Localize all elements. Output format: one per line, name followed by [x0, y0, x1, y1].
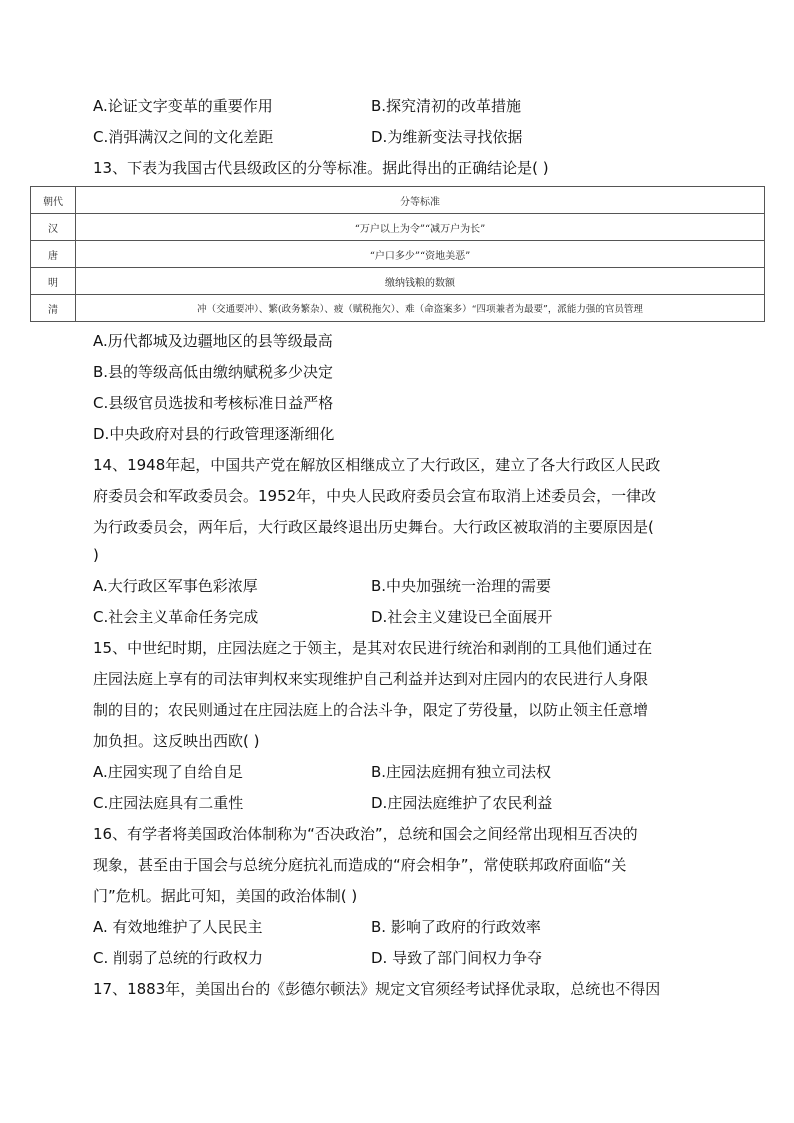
- q15-stem-line: 庄园法庭上享有的司法审判权来实现维护自己利益并达到对庄园内的农民进行人身限: [93, 670, 649, 688]
- q13-stem: 13、下表为我国古代县级政区的分等标准。据此得出的正确结论是( ): [93, 159, 549, 177]
- q14-stem-line: 14、1948年起，中国共产党在解放区相继成立了大行政区，建立了各大行政区人民政: [93, 456, 661, 474]
- table-cell-standard: “户口多少”“资地美恶”: [76, 241, 765, 268]
- q13-grade-table: [30, 186, 765, 322]
- table-row: [31, 241, 765, 268]
- q15-stem-line: 15、中世纪时期，庄园法庭之于领主，是其对农民进行统治和剥削的工具他们通过在: [93, 639, 653, 657]
- table-cell-standard: 缴纳钱粮的数额: [76, 268, 765, 295]
- table-row: [31, 214, 765, 241]
- q13-option-b: B.县的等级高低由缴纳赋税多少决定: [93, 363, 334, 381]
- q17-stem-line: 17、1883年，美国出台的《彭德尔顿法》规定文官须经考试择优录取，总统也不得因: [93, 980, 661, 998]
- q13-option-a: A.历代都城及边疆地区的县等级最高: [93, 332, 333, 350]
- q12-option-b: B.探究清初的改革措施: [371, 97, 522, 115]
- q12-option-c: C.消弭满汉之间的文化差距: [93, 128, 274, 146]
- q15-option-b: B.庄园法庭拥有独立司法权: [371, 763, 552, 781]
- q14-option-d: D.社会主义建设已全面展开: [371, 608, 553, 626]
- q13-option-c: C.县级官员选拔和考核标准日益严格: [93, 394, 334, 412]
- q14-option-b: B.中央加强统一治理的需要: [371, 577, 552, 595]
- table-header-row: [31, 187, 765, 214]
- table-cell-standard: 冲（交通要冲）、繁(政务繁杂）、疲（赋税拖欠）、难（命盗案多）“四项兼者为最要”，派能力强的官员管理: [76, 295, 765, 322]
- q15-option-c: C.庄园法庭具有二重性: [93, 794, 244, 812]
- q16-stem-line: 16、有学者将美国政治体制称为“否决政治”，总统和国会之间经常出现相互否决的: [93, 825, 638, 843]
- q16-stem-line: 门”危机。据此可知，美国的政治体制( ): [93, 887, 358, 905]
- table-row: [31, 268, 765, 295]
- q12-option-a: A.论证文字变革的重要作用: [93, 97, 273, 115]
- q14-option-a: A.大行政区军事色彩浓厚: [93, 577, 258, 595]
- table-cell-dynasty: 明: [31, 268, 76, 295]
- q14-option-c: C.社会主义革命任务完成: [93, 608, 259, 626]
- q14-stem-line: 府委员会和军政委员会。1952年，中央人民政府委员会宣布取消上述委员会，一律改: [93, 487, 657, 505]
- q12-option-d: D.为维新变法寻找依据: [371, 128, 523, 146]
- table-header-dynasty: 朝代: [31, 187, 76, 214]
- q16-option-d: D. 导致了部门间权力争夺: [371, 949, 543, 967]
- table-cell-dynasty: 清: [31, 295, 76, 322]
- table-row: [31, 295, 765, 322]
- table-header-standard: 分等标准: [76, 187, 765, 214]
- q15-stem-line: 加负担。这反映出西欧( ): [93, 732, 260, 750]
- q15-stem-line: 制的目的；农民则通过在庄园法庭上的合法斗争，限定了劳役量，以防止领主任意增: [93, 701, 649, 719]
- table-cell-dynasty: 唐: [31, 241, 76, 268]
- q14-stem-line: ): [93, 546, 99, 564]
- table-cell-dynasty: 汉: [31, 214, 76, 241]
- table-cell-standard: “万户以上为令”“减万户为长”: [76, 214, 765, 241]
- q13-option-d: D.中央政府对县的行政管理逐渐细化: [93, 425, 335, 443]
- q16-option-a: A. 有效地维护了人民民主: [93, 918, 263, 936]
- q15-option-d: D.庄园法庭维护了农民利益: [371, 794, 553, 812]
- q16-option-b: B. 影响了政府的行政效率: [371, 918, 541, 936]
- q16-stem-line: 现象，甚至由于国会与总统分庭抗礼而造成的“府会相争”，常使联邦政府面临“关: [93, 856, 627, 874]
- q16-option-c: C. 削弱了总统的行政权力: [93, 949, 264, 967]
- q14-stem-line: 为行政委员会，两年后，大行政区最终退出历史舞台。大行政区被取消的主要原因是(: [93, 518, 654, 536]
- q15-option-a: A.庄园实现了自给自足: [93, 763, 243, 781]
